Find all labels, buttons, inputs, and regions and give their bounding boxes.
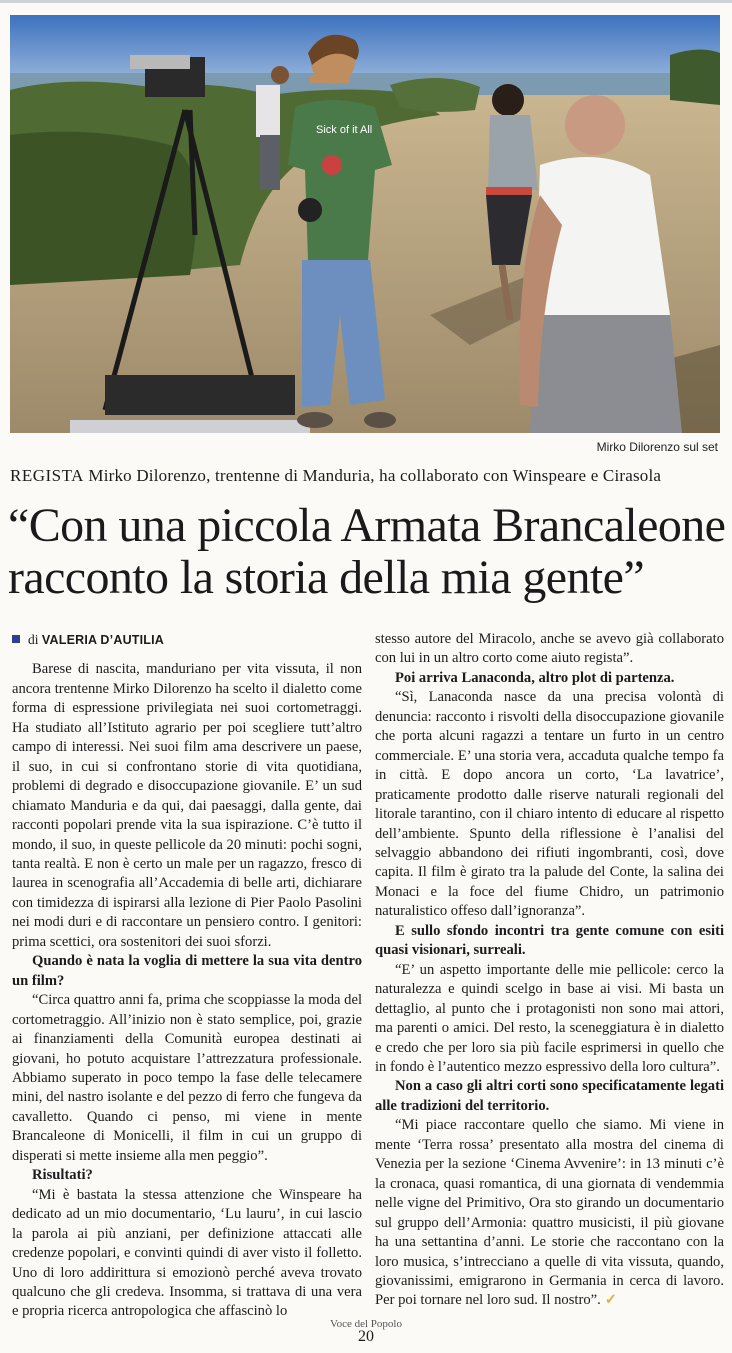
headline-line-1: “Con una piccola Armata Brancaleone <box>8 499 726 552</box>
byline-square-icon <box>12 635 20 643</box>
answer-4: “E’ un aspetto importante delle mie pellicole: cerco la naturalezza e quindi scelgo in base ai visi. Mi basta un dettaglio, al punto che i protagonisti non sono mai attori, ma parenti o amici. Del resto, la sceneggiatura è in dialetto e credo che per loro sia più facile esprimersi in quello che in fondo è l’autentico mezzo espressivo della loro cultura”. <box>375 961 724 1075</box>
byline-author: VALERIA D’AUTILIA <box>41 633 165 647</box>
byline <box>12 630 362 650</box>
article-photo <box>10 15 720 433</box>
question-5: Non a caso gli altri corti sono specificatamente legati alle tradizioni del territorio. <box>375 1078 724 1114</box>
answer-5-text: “Mi piace raccontare quello che siamo. Mi viene in mente ‘Terra rossa’ presentato alla mostra del cinema di Venezia per la sezione ‘Cinema Avvenire’: in 13 minuti c’è la cronaca, quasi romantica, di una giornata di vendemmia nelle vigne del Primitivo, Ora sto girando un documentario sul gruppo dell’Armonia: quattro musicisti, il più giovane ha una settantina d’anni. Le storie che raccontano con la loro musica, s’intrecciano a quelle di vita vissuta, quando, giovanissimi, emigrarono in Germania in cerca di lavoro. Per poi tornare nel loro sud. Il nostro”. <box>375 1117 724 1309</box>
question-4: E sullo sfondo incontri tra gente comune con esiti quasi visionari, surreali. <box>375 922 724 959</box>
byline-prefix: di <box>28 632 39 647</box>
page-number: 20 <box>358 1328 374 1345</box>
answer-5 <box>375 1116 724 1311</box>
answer-3: “Sì, Lanaconda nasce da una precisa volontà di denuncia: racconto i risvolti della disoccupazione giovanile che porta alcuni ragazzi a tentare un furto in un centro commerciale. E’ una storia vera, accaduta qualche tempo fa in città. E dopo ancora un corto, ‘La lavatrice’, praticamente prodotto dalle riserve naturali regionali del litorale tarantino, con il chiaro intento di educare al rispetto dell’ambiente. Spunto della riflessione è l’analisi del selvaggio abbandono dei rifiuti ingombranti, così, dove capita. Il film è girato tra la palude del Conte, la salina dei Monaci e la foce del fiume Chidro, un patrimonio naturalistico offeso dall’ignoranza”. <box>375 689 724 920</box>
question-1: Quando è nata la voglia di mettere la sua vita dentro un film? <box>12 953 362 989</box>
photo-caption: Mirko Dilorenzo sul set <box>596 440 718 454</box>
kicker <box>10 466 722 486</box>
article-column-left <box>12 630 362 1322</box>
headline-line-2: racconto la storia della mia gente” <box>8 551 645 604</box>
question-3: Poi arriva Lanaconda, altro plot di partenza. <box>395 669 675 686</box>
headline <box>8 500 724 604</box>
paragraph-intro: Barese di nascita, manduriano per vita vissuta, il non ancora trentenne Mirko Dilorenzo ha scelto il dialetto come forma di espressione privilegiata nei suoi cortometraggi. Ha studiato all’Istituto agrario per poi scegliere tutt’altro campo di interessi. Nei suoi film ama descrivere un paese, il suo, in cui si confrontano storie di vita quotidiana, problemi di degrado e disoccupazione giovanile. E’ un sud chiamato Manduria e da qui, dai paesaggi, dalla gente, dai racconti popolari prende vita la sua ispirazione. C’è tutto il mondo, il suo, in queste pellicole da 20 minuti: pochi sogni, tanta realtà. E non è certo un male per un ragazzo, fresco di laurea in scenografia all’Accademia di belle arti, dichiarare con timidezza di ispirarsi alla lezione di Pier Paolo Pasolini nei modi duri e di raccontare un pensiero contro. I genitori: prima scettici, ora sostenitori dei suoi sforzi. <box>12 661 362 950</box>
article-column-right <box>375 630 724 1311</box>
kicker-label: REGISTA <box>10 466 84 485</box>
answer-2-continued: stesso autore del Miracolo, anche se avevo già collaborato con lui in un altro corto come aiuto regista”. <box>375 631 724 667</box>
kicker-text: Mirko Dilorenzo, trentenne di Manduria, ha collaborato con Winspeare e Cirasola <box>88 466 662 485</box>
tshirt-print: Sick of it All <box>316 124 373 136</box>
answer-1: “Circa quattro anni fa, prima che scoppiasse la moda del cortometraggio. All’inizio non è stato semplice, poi, grazie ai finanziamenti della Comunità europea destinati ai giovani, ho potuto acquistare l’attrezzatura professionale. Abbiamo superato in poco tempo la fase delle telecamere mini, del nastro isolante e del pezzo di ferro che fungeva da cavalletto. Quando ci penso, mi viene in mente Brancaleone di Monicelli, il film in cui un gruppo di disperati si mette insieme alla men peggio”. <box>12 992 362 1164</box>
checkmark-icon: ✓ <box>604 1292 617 1309</box>
page-footer <box>0 1318 732 1344</box>
magazine-name: Voce del Popolo <box>330 1318 402 1330</box>
top-rule <box>0 0 732 3</box>
question-2: Risultati? <box>32 1167 93 1184</box>
answer-2: “Mi è bastata la stessa attenzione che Winspeare ha dedicato ad un mio documentario, ‘Lu lauru’, in cui lascio la parola ai più anziani, per definizione attaccati alle credenze popolari, e convinti quindi di aver visto il folletto. Uno di loro addirittura si emozionò perché aveva trovato qualcuno che gli credeva. Insomma, si trattava di una vera e propria ricerca antropologica che affascinò lo <box>12 1186 362 1320</box>
